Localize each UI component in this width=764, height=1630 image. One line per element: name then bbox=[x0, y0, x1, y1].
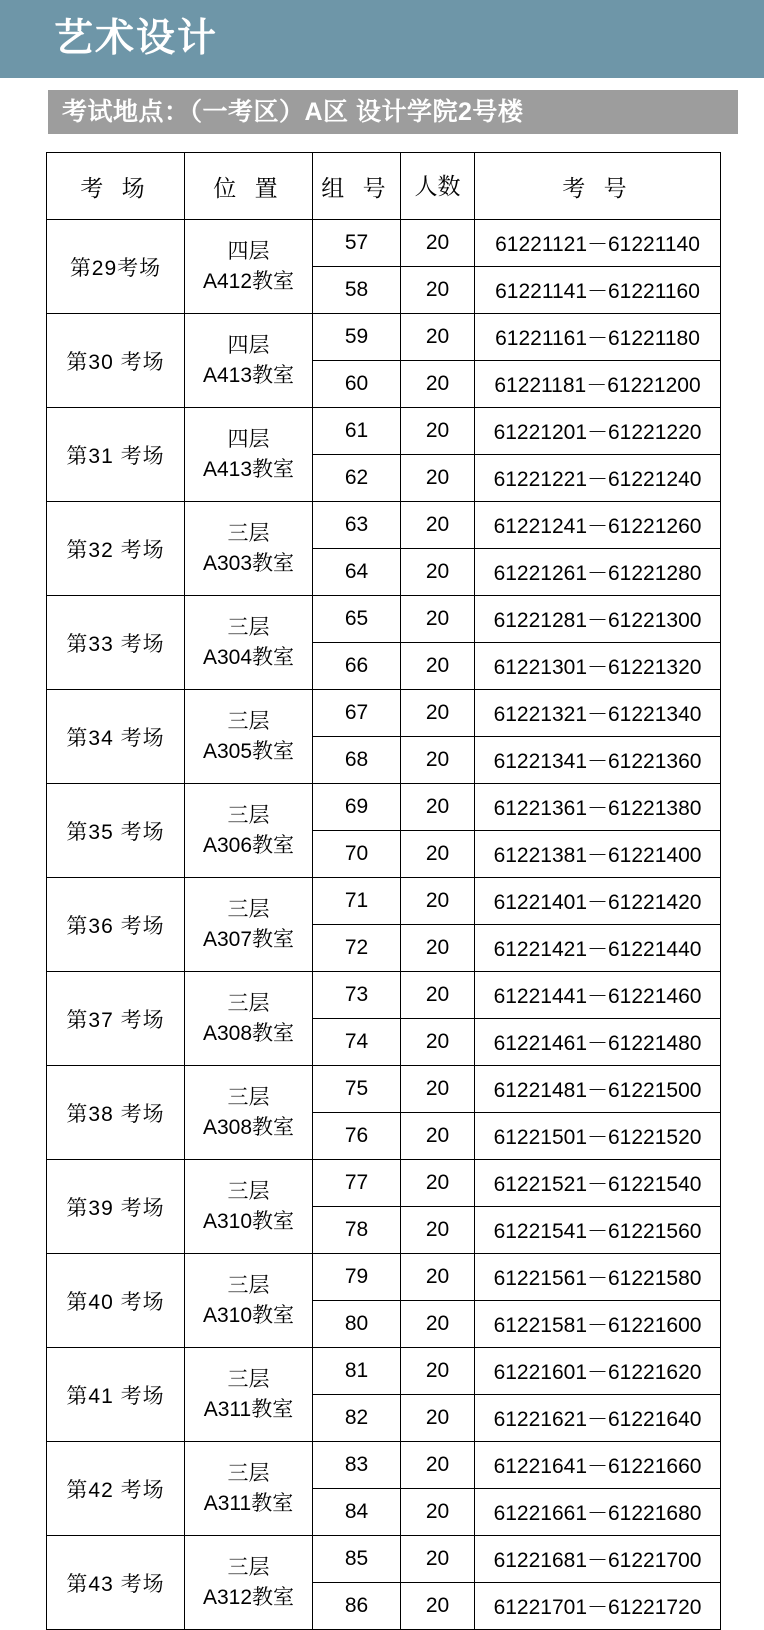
location-floor: 三层 bbox=[227, 1273, 270, 1297]
page-title: 艺术设计 bbox=[54, 17, 219, 60]
cell-location bbox=[185, 972, 313, 1066]
cell-exam-number-range: 61221341－61221360 bbox=[475, 737, 721, 784]
cell-room: 第40 考场 bbox=[47, 1254, 185, 1348]
location-classroom: A307教室 bbox=[202, 927, 295, 951]
cell-group-number: 71 bbox=[313, 878, 401, 925]
cell-location bbox=[185, 1348, 313, 1442]
cell-room: 第38 考场 bbox=[47, 1066, 185, 1160]
cell-person-count: 20 bbox=[401, 314, 475, 361]
cell-group-number: 82 bbox=[313, 1395, 401, 1442]
cell-exam-number-range: 61221481－61221500 bbox=[475, 1066, 721, 1113]
cell-location bbox=[185, 1160, 313, 1254]
cell-person-count: 20 bbox=[401, 408, 475, 455]
cell-location bbox=[185, 1536, 313, 1630]
cell-room: 第29考场 bbox=[47, 220, 185, 314]
cell-person-count: 20 bbox=[401, 549, 475, 596]
cell-group-number: 69 bbox=[313, 784, 401, 831]
location-floor: 四层 bbox=[227, 333, 270, 357]
location-classroom: A304教室 bbox=[202, 645, 295, 669]
cell-person-count: 20 bbox=[401, 878, 475, 925]
location-floor: 三层 bbox=[227, 709, 270, 733]
cell-room: 第34 考场 bbox=[47, 690, 185, 784]
cell-exam-number-range: 61221641－61221660 bbox=[475, 1442, 721, 1489]
cell-group-number: 72 bbox=[313, 925, 401, 972]
location-floor: 三层 bbox=[227, 1085, 270, 1109]
cell-location bbox=[185, 596, 313, 690]
cell-person-count: 20 bbox=[401, 1536, 475, 1583]
location-floor: 三层 bbox=[227, 991, 270, 1015]
cell-exam-number-range: 61221701－61221720 bbox=[475, 1583, 721, 1630]
subtitle-bar bbox=[48, 90, 738, 134]
cell-exam-number-range: 61221681－61221700 bbox=[475, 1536, 721, 1583]
cell-group-number: 60 bbox=[313, 361, 401, 408]
cell-location bbox=[185, 408, 313, 502]
location-floor: 三层 bbox=[227, 897, 270, 921]
cell-person-count: 20 bbox=[401, 925, 475, 972]
cell-exam-number-range: 61221561－61221580 bbox=[475, 1254, 721, 1301]
cell-group-number: 66 bbox=[313, 643, 401, 690]
table-row bbox=[47, 1160, 721, 1207]
cell-exam-number-range: 61221121－61221140 bbox=[475, 220, 721, 267]
location-classroom: A311教室 bbox=[203, 1491, 294, 1515]
location-classroom: A413教室 bbox=[202, 363, 295, 387]
location-classroom: A308教室 bbox=[202, 1115, 295, 1139]
location-classroom: A303教室 bbox=[202, 551, 295, 575]
cell-group-number: 73 bbox=[313, 972, 401, 1019]
cell-group-number: 70 bbox=[313, 831, 401, 878]
cell-room: 第39 考场 bbox=[47, 1160, 185, 1254]
cell-exam-number-range: 61221541－61221560 bbox=[475, 1207, 721, 1254]
cell-group-number: 75 bbox=[313, 1066, 401, 1113]
cell-person-count: 20 bbox=[401, 1019, 475, 1066]
cell-person-count: 20 bbox=[401, 972, 475, 1019]
location-floor: 三层 bbox=[227, 1461, 270, 1485]
cell-location bbox=[185, 1254, 313, 1348]
cell-person-count: 20 bbox=[401, 784, 475, 831]
cell-group-number: 84 bbox=[313, 1489, 401, 1536]
location-classroom: A311教室 bbox=[203, 1397, 294, 1421]
cell-person-count: 20 bbox=[401, 502, 475, 549]
location-classroom: A305教室 bbox=[202, 739, 295, 763]
cell-exam-number-range: 61221181－61221200 bbox=[475, 361, 721, 408]
cell-person-count: 20 bbox=[401, 1583, 475, 1630]
location-classroom: A310教室 bbox=[202, 1303, 295, 1327]
table-row bbox=[47, 972, 721, 1019]
table-body bbox=[47, 220, 721, 1630]
cell-room: 第31 考场 bbox=[47, 408, 185, 502]
cell-exam-number-range: 61221621－61221640 bbox=[475, 1395, 721, 1442]
cell-group-number: 86 bbox=[313, 1583, 401, 1630]
cell-person-count: 20 bbox=[401, 643, 475, 690]
cell-exam-number-range: 61221381－61221400 bbox=[475, 831, 721, 878]
cell-person-count: 20 bbox=[401, 1395, 475, 1442]
cell-room: 第41 考场 bbox=[47, 1348, 185, 1442]
cell-person-count: 20 bbox=[401, 737, 475, 784]
cell-group-number: 58 bbox=[313, 267, 401, 314]
cell-exam-number-range: 61221421－61221440 bbox=[475, 925, 721, 972]
cell-exam-number-range: 61221221－61221240 bbox=[475, 455, 721, 502]
location-classroom: A312教室 bbox=[202, 1585, 295, 1609]
cell-group-number: 67 bbox=[313, 690, 401, 737]
cell-exam-number-range: 61221321－61221340 bbox=[475, 690, 721, 737]
location-classroom: A306教室 bbox=[202, 833, 295, 857]
cell-group-number: 68 bbox=[313, 737, 401, 784]
title-bar bbox=[0, 0, 764, 78]
cell-location bbox=[185, 878, 313, 972]
cell-group-number: 79 bbox=[313, 1254, 401, 1301]
location-classroom: A413教室 bbox=[202, 457, 295, 481]
cell-location bbox=[185, 502, 313, 596]
cell-exam-number-range: 61221401－61221420 bbox=[475, 878, 721, 925]
cell-group-number: 65 bbox=[313, 596, 401, 643]
table-header bbox=[47, 153, 721, 220]
cell-room: 第37 考场 bbox=[47, 972, 185, 1066]
table-row bbox=[47, 220, 721, 267]
cell-group-number: 78 bbox=[313, 1207, 401, 1254]
table-row bbox=[47, 502, 721, 549]
cell-person-count: 20 bbox=[401, 596, 475, 643]
cell-person-count: 20 bbox=[401, 690, 475, 737]
location-classroom: A310教室 bbox=[202, 1209, 295, 1233]
cell-person-count: 20 bbox=[401, 1489, 475, 1536]
cell-exam-number-range: 61221581－61221600 bbox=[475, 1301, 721, 1348]
location-floor: 三层 bbox=[227, 1555, 270, 1579]
cell-person-count: 20 bbox=[401, 267, 475, 314]
cell-room: 第42 考场 bbox=[47, 1442, 185, 1536]
cell-person-count: 20 bbox=[401, 831, 475, 878]
location-classroom: A412教室 bbox=[202, 269, 295, 293]
column-header-count: 人数 bbox=[401, 153, 475, 220]
location-floor: 三层 bbox=[227, 1367, 270, 1391]
cell-location bbox=[185, 220, 313, 314]
cell-location bbox=[185, 784, 313, 878]
table-row bbox=[47, 784, 721, 831]
cell-person-count: 20 bbox=[401, 1113, 475, 1160]
cell-exam-number-range: 61221241－61221260 bbox=[475, 502, 721, 549]
cell-exam-number-range: 61221281－61221300 bbox=[475, 596, 721, 643]
location-floor: 四层 bbox=[227, 239, 270, 263]
cell-group-number: 57 bbox=[313, 220, 401, 267]
table-row bbox=[47, 1348, 721, 1395]
cell-person-count: 20 bbox=[401, 1442, 475, 1489]
cell-person-count: 20 bbox=[401, 1207, 475, 1254]
cell-group-number: 81 bbox=[313, 1348, 401, 1395]
cell-exam-number-range: 61221441－61221460 bbox=[475, 972, 721, 1019]
location-floor: 三层 bbox=[227, 521, 270, 545]
table-row bbox=[47, 596, 721, 643]
cell-exam-number-range: 61221201－61221220 bbox=[475, 408, 721, 455]
cell-exam-number-range: 61221301－61221320 bbox=[475, 643, 721, 690]
cell-exam-number-range: 61221461－61221480 bbox=[475, 1019, 721, 1066]
cell-group-number: 74 bbox=[313, 1019, 401, 1066]
exam-table-container bbox=[46, 152, 720, 1630]
cell-group-number: 59 bbox=[313, 314, 401, 361]
table-row bbox=[47, 1442, 721, 1489]
cell-exam-number-range: 61221161－61221180 bbox=[475, 314, 721, 361]
cell-location bbox=[185, 314, 313, 408]
column-header-location: 位 置 bbox=[185, 153, 313, 220]
cell-person-count: 20 bbox=[401, 1160, 475, 1207]
table-row bbox=[47, 1254, 721, 1301]
cell-room: 第30 考场 bbox=[47, 314, 185, 408]
cell-exam-number-range: 61221361－61221380 bbox=[475, 784, 721, 831]
location-floor: 三层 bbox=[227, 615, 270, 639]
cell-person-count: 20 bbox=[401, 1066, 475, 1113]
location-classroom: A308教室 bbox=[202, 1021, 295, 1045]
cell-location bbox=[185, 690, 313, 784]
cell-group-number: 83 bbox=[313, 1442, 401, 1489]
cell-exam-number-range: 61221141－61221160 bbox=[475, 267, 721, 314]
exam-schedule-table bbox=[46, 152, 721, 1630]
table-row bbox=[47, 408, 721, 455]
cell-person-count: 20 bbox=[401, 1254, 475, 1301]
cell-location bbox=[185, 1066, 313, 1160]
cell-group-number: 85 bbox=[313, 1536, 401, 1583]
cell-location bbox=[185, 1442, 313, 1536]
column-header-group: 组 号 bbox=[313, 153, 401, 220]
location-floor: 三层 bbox=[227, 1179, 270, 1203]
table-row bbox=[47, 878, 721, 925]
cell-group-number: 80 bbox=[313, 1301, 401, 1348]
cell-room: 第33 考场 bbox=[47, 596, 185, 690]
cell-exam-number-range: 61221601－61221620 bbox=[475, 1348, 721, 1395]
cell-group-number: 77 bbox=[313, 1160, 401, 1207]
cell-group-number: 76 bbox=[313, 1113, 401, 1160]
cell-exam-number-range: 61221661－61221680 bbox=[475, 1489, 721, 1536]
table-row bbox=[47, 690, 721, 737]
cell-person-count: 20 bbox=[401, 1348, 475, 1395]
cell-person-count: 20 bbox=[401, 361, 475, 408]
location-floor: 三层 bbox=[227, 803, 270, 827]
cell-group-number: 64 bbox=[313, 549, 401, 596]
column-header-room: 考 场 bbox=[47, 153, 185, 220]
table-row bbox=[47, 314, 721, 361]
cell-person-count: 20 bbox=[401, 455, 475, 502]
cell-group-number: 63 bbox=[313, 502, 401, 549]
cell-exam-number-range: 61221261－61221280 bbox=[475, 549, 721, 596]
cell-group-number: 61 bbox=[313, 408, 401, 455]
cell-room: 第35 考场 bbox=[47, 784, 185, 878]
cell-room: 第36 考场 bbox=[47, 878, 185, 972]
table-row bbox=[47, 1066, 721, 1113]
cell-room: 第32 考场 bbox=[47, 502, 185, 596]
table-row bbox=[47, 1536, 721, 1583]
location-floor: 四层 bbox=[227, 427, 270, 451]
column-header-exam-number: 考 号 bbox=[475, 153, 721, 220]
cell-exam-number-range: 61221521－61221540 bbox=[475, 1160, 721, 1207]
cell-room: 第43 考场 bbox=[47, 1536, 185, 1630]
exam-location-text: 考试地点：（一考区）A区 设计学院2号楼 bbox=[62, 98, 524, 126]
cell-person-count: 20 bbox=[401, 1301, 475, 1348]
cell-group-number: 62 bbox=[313, 455, 401, 502]
cell-person-count: 20 bbox=[401, 220, 475, 267]
table-header-row bbox=[47, 153, 721, 220]
cell-exam-number-range: 61221501－61221520 bbox=[475, 1113, 721, 1160]
